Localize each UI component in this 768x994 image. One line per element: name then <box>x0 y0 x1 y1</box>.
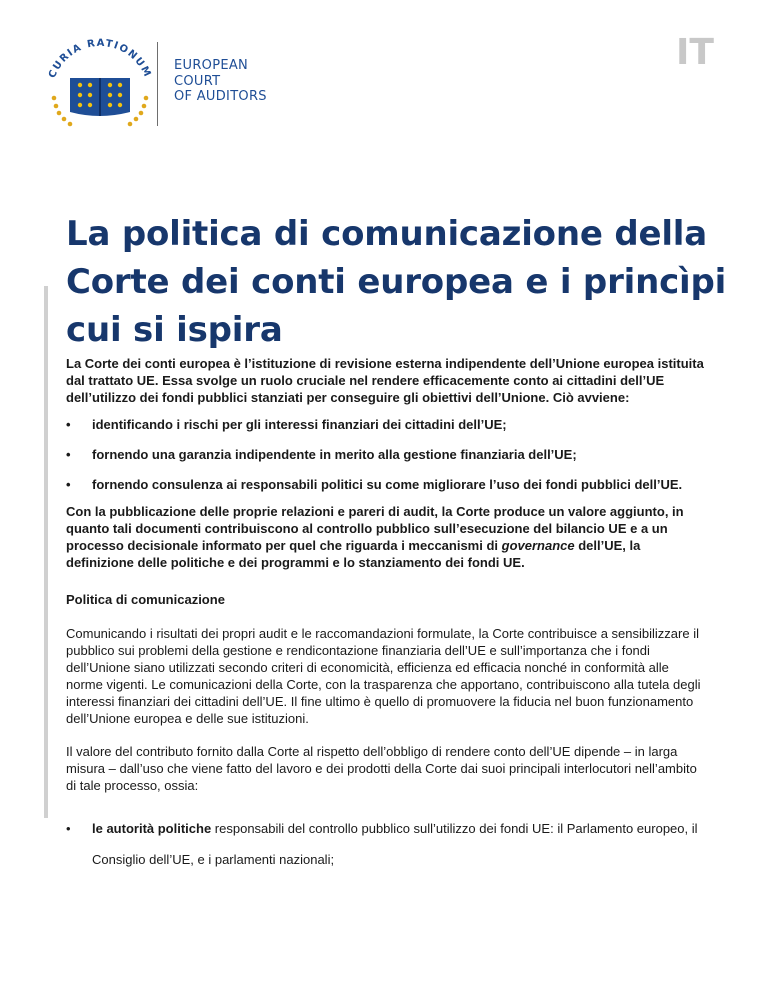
governance-term: governance <box>501 538 575 553</box>
eca-emblem <box>40 38 160 130</box>
stakeholder-description: responsabili del controllo pubblico sull’utilizzo dei fondi UE: il Parlamento europeo, il Consiglio dell’UE, e i parlamenti nazionali; <box>92 821 698 867</box>
stakeholder-bullet-list <box>66 813 706 875</box>
court-name <box>174 58 267 105</box>
list-item: • fornendo consulenza ai responsabili politici su come migliorare l’uso dei fondi pubblici dell’UE. <box>66 476 706 493</box>
list-item <box>66 813 706 875</box>
section-heading: Politica di comunicazione <box>66 592 225 607</box>
court-name-line: EUROPEAN <box>174 58 249 73</box>
document-title <box>66 210 727 354</box>
communication-paragraph: Comunicando i risultati dei propri audit e le raccomandazioni formulate, la Corte contribuisce a sensibilizzare il pubblico sui problemi della gestione e rendicontazione finanziaria dell’UE e sull’importanza che i fondi dell’Unione siano utilizzati secondo criteri di economicità, efficienza ed efficacia nonché in conformità alle norme vigenti. Le comunicazioni della Corte, con la trasparenza che apportano, contribuiscono alla tutela degli interessi finanziari dei cittadini dell’UE. Il fine ultimo è quello di promuovere la fiducia nel buon funzionamento dell’Unione europea e delle sue istituzioni. <box>66 626 701 726</box>
title-line: cui si ispira <box>66 310 283 350</box>
stakeholder-name: le autorità politiche <box>92 821 212 836</box>
list-item: • identificando i rischi per gli interessi finanziari dei cittadini dell’UE; <box>66 416 706 433</box>
eca-logo <box>40 38 160 130</box>
title-line: La politica di comunicazione della <box>66 214 707 254</box>
intro-paragraph: La Corte dei conti europea è l’istituzione di revisione esterna indipendente dell’Unione europea istituita dal trattato UE. Essa svolge un ruolo cruciale nel rendere efficacemente conto ai cittadini dell’UE dell’utilizzo dei fondi pubblici stanziati per conseguire gli obiettivi dell’Unione. Ciò avviene: <box>66 356 704 405</box>
language-code: IT <box>676 32 714 73</box>
value-added-text-end: dell’UE, la definizione delle politiche e dei programmi e lo stanziamento dei fondi UE. <box>66 538 641 570</box>
left-margin-bar <box>44 286 48 818</box>
logo-motto: CURIA RATIONUM <box>47 38 154 80</box>
value-added-paragraph <box>66 503 706 571</box>
accountability-paragraph: Il valore del contributo fornito dalla Corte al rispetto dell’obbligo di rendere conto dell’UE dipende – in larga misura – dall’uso che viene fatto del lavoro e dei prodotti della Corte dai suoi principali interlocutori nell’ambito di tale processo, ossia: <box>66 744 697 793</box>
court-name-line: COURT <box>174 73 221 89</box>
role-bullet-list <box>66 416 706 493</box>
title-line: Corte dei conti europea e i princìpi <box>66 262 727 302</box>
list-item: • fornendo una garanzia indipendente in merito alla gestione finanziaria dell’UE; <box>66 446 706 463</box>
logo-divider <box>157 42 158 126</box>
value-added-text: Con la pubblicazione delle proprie relazioni e pareri di audit, la Corte produce un valore aggiunto, in quanto tali documenti contribuiscono al controllo pubblico sull’esecuzione del bilancio UE e a un processo decisionale informato per quel che riguarda i meccanismi di <box>66 504 684 553</box>
document-body <box>66 355 706 875</box>
court-name-line: OF AUDITORS <box>174 89 267 104</box>
